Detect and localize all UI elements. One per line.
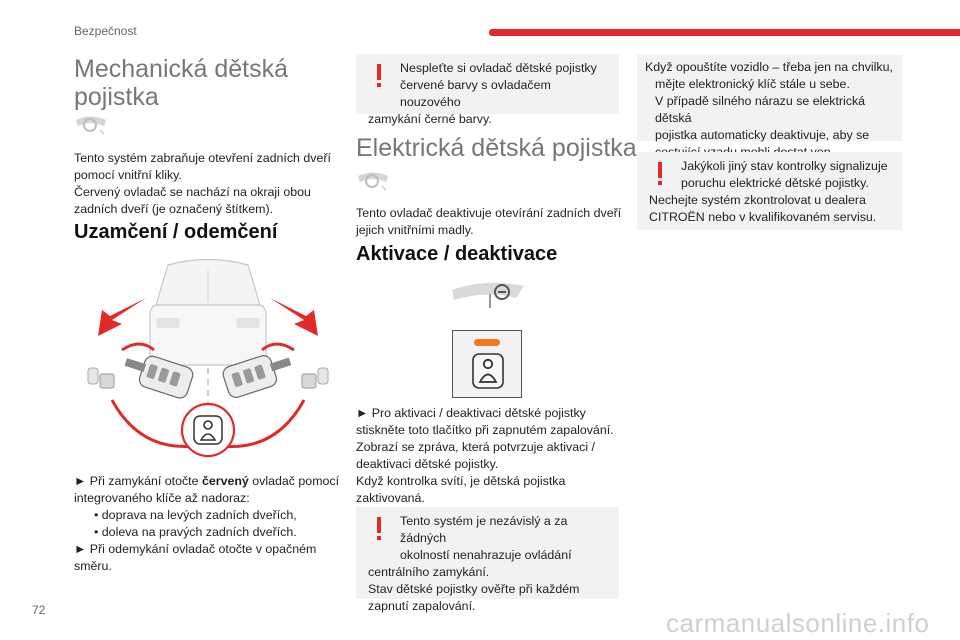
watermark: carmanualsonline.info	[666, 608, 930, 638]
child-lock-illustration	[82, 250, 334, 465]
mechanical-intro-line: zadních dveří (je označený štítkem).	[74, 202, 274, 216]
warning-line: Nespleťte si ovladač dětské pojistky	[400, 61, 597, 75]
note-line: pojistka automaticky deaktivuje, aby se	[655, 128, 870, 142]
mechanical-lock-title: Mechanická dětská pojistka	[74, 55, 289, 111]
mechanical-intro-line: pomocí vnitřní kliky.	[74, 168, 182, 182]
note-line: Když opouštíte vozidlo – třeba jen na chvilku,	[645, 60, 893, 74]
lock-step-prefix: ► Při zamykání otočte	[74, 474, 202, 488]
dashboard-steering-icon	[450, 280, 526, 310]
warning-line: Nechejte systém zkontrolovat u dealera	[649, 193, 866, 207]
warning-exclamation-icon	[372, 515, 386, 541]
lock-step-line	[74, 473, 349, 490]
warning-line: Stav dětské pojistky ověřte při každém	[368, 582, 580, 596]
warning-box-malfunction	[637, 152, 902, 230]
page-number: 72	[32, 603, 46, 617]
lock-step-emphasis: červený	[201, 474, 249, 488]
steering-wheel-icon	[74, 114, 108, 136]
mechanical-intro-line: Tento systém zabraňuje otevření zadních dveří	[74, 151, 331, 165]
warning-line: zamykání černé barvy.	[368, 112, 492, 126]
warning-box-independent	[356, 507, 619, 613]
lock-bullet-right: • doleva na pravých zadních dveřích.	[94, 525, 297, 539]
lock-bullet-left: • doprava na levých zadních dveřích,	[94, 508, 297, 522]
warning-exclamation-icon	[653, 160, 667, 186]
lock-unlock-subtitle: Uzamčení / odemčení	[74, 221, 278, 243]
steering-wheel-icon	[356, 170, 390, 192]
electric-intro-line: Tento ovladač deaktivuje otevírání zadních dveří	[356, 206, 622, 220]
warning-line: zapnutí zapalování.	[368, 599, 476, 613]
warning-line: okolností nenahrazuje ovládání	[400, 548, 572, 562]
warning-line: Tento systém je nezávislý a za žádných	[400, 514, 568, 545]
activation-text-line: Když kontrolka svítí, je dětská pojistka	[356, 474, 566, 488]
activation-text-line: zaktivovaná.	[356, 491, 425, 505]
note-line: mějte elektronický klíč stále u sebe.	[655, 77, 850, 91]
activation-text-line: stiskněte toto tlačítko při zapnutém zapalování.	[356, 423, 614, 437]
electric-intro-line: jejich vnitřními madly.	[356, 223, 474, 237]
electric-lock-title: Elektrická dětská pojistka	[356, 134, 637, 162]
section-accent-bar	[489, 29, 960, 36]
unlock-step-line1: ► Při odemykání ovladač otočte v opačném	[74, 542, 317, 556]
warning-line: poruchu elektrické dětské pojistky.	[681, 176, 869, 190]
child-lock-button[interactable]	[452, 330, 522, 398]
activation-text-line: Zobrazí se zpráva, která potvrzuje aktivaci /	[356, 440, 595, 454]
indicator-light	[474, 339, 500, 346]
mechanical-intro-line: Červený ovladač se nachází na okraji obou	[74, 185, 311, 199]
activation-subtitle: Aktivace / deaktivace	[356, 243, 558, 265]
warning-line: Jakýkoli jiný stav kontrolky signalizuje	[681, 159, 888, 173]
unlock-step-line2: směru.	[74, 559, 112, 573]
info-note-box	[637, 55, 902, 141]
lock-step-suffix: ovladač pomocí	[248, 474, 340, 488]
warning-line: CITROËN nebo v kvalifikovaném servisu.	[649, 210, 877, 224]
warning-box-colors	[356, 54, 619, 126]
note-line: V případě silného nárazu se elektrická dětská	[655, 94, 866, 125]
activation-text-line: ► Pro aktivaci / deaktivaci dětské pojistky	[356, 406, 586, 420]
warning-line: červené barvy s ovladačem nouzového	[400, 78, 551, 109]
child-lock-icon	[472, 353, 504, 389]
lock-step-line2: integrovaného klíče až nadoraz:	[74, 491, 250, 505]
warning-line: centrálního zamykání.	[368, 565, 490, 579]
activation-text-line: deaktivaci dětské pojistky.	[356, 457, 499, 471]
warning-exclamation-icon	[372, 62, 386, 88]
section-label: Bezpečnost	[74, 24, 137, 38]
